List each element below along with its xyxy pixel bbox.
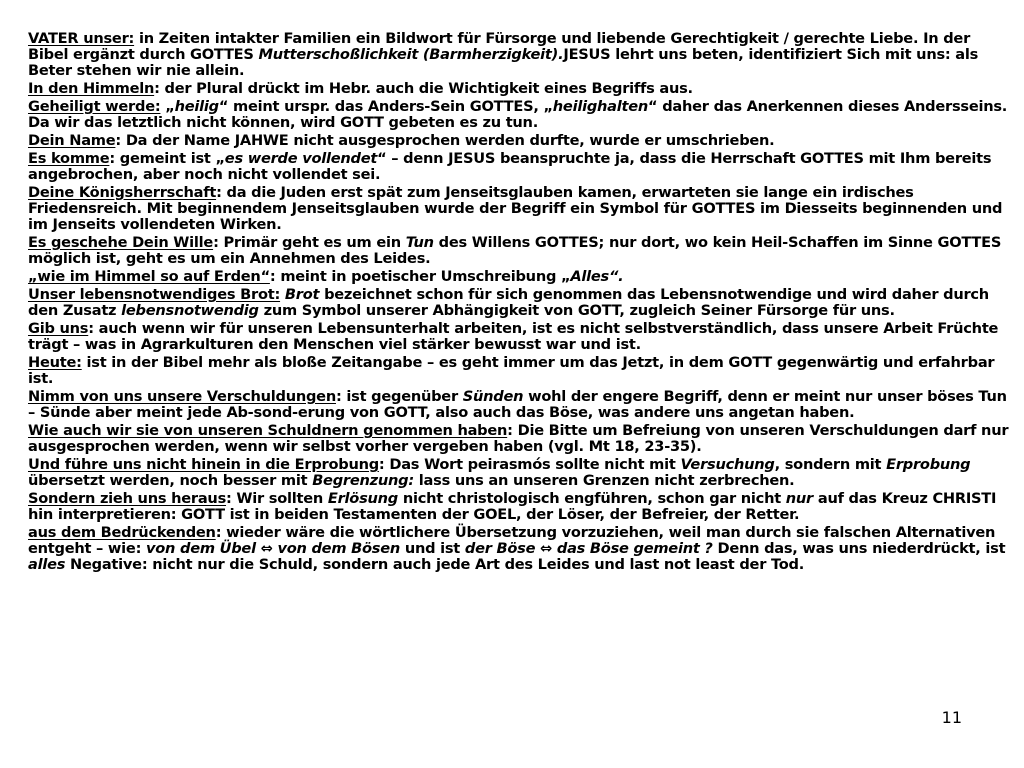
emphasis-text: Erlösung — [327, 490, 398, 507]
paragraph-term: In den Himmeln — [28, 80, 155, 97]
paragraph-term: Und führe uns nicht hinein in die Erprobung — [28, 456, 379, 473]
paragraph-text: übersetzt werden, noch besser mit — [28, 472, 313, 489]
paragraph-text: : da die Juden erst spät zum Jenseitsglauben kamen, erwarteten sie lange ein irdisches Friedensreich. Mit beginnendem Jenseitsglauben wurde der Begriff ein Symbol für GOTTES im Diesseits beginnenden und im Jenseits vollendeten Wirken. — [28, 184, 1003, 233]
paragraph-text: bezeichnet schon für sich genommen das Lebensnotwendige und wird daher durch den Zusatz — [28, 286, 989, 319]
paragraph-text: auf das Kreuz CHRISTI hin interpretieren: GOTT ist in beiden Testamenten der GOEL, der Löser, der Befreier, der Retter. — [28, 490, 997, 523]
paragraph — [28, 423, 1012, 455]
paragraph-term: Geheiligt werde: — [28, 98, 161, 115]
emphasis-text: es werde vollendet — [224, 150, 378, 167]
paragraph-text: : Das Wort peirasmós sollte nicht mit — [378, 456, 681, 473]
paragraph — [28, 185, 1012, 233]
paragraph — [28, 457, 1012, 489]
paragraph-term: Unser lebensnotwendiges Brot: — [28, 286, 281, 303]
paragraph-term: aus dem Bedrückenden — [28, 524, 216, 541]
paragraph-text: : der Plural drückt im Hebr. auch die Wichtigkeit eines Begriffs aus. — [154, 80, 693, 97]
paragraph-term: Sondern zieh uns heraus — [28, 490, 227, 507]
emphasis-text: der Böse ⇔ das Böse gemeint ? — [464, 540, 713, 557]
paragraph-text: JESUS lehrt uns beten, identifiziert Sich mit uns: als Beter stehen wir nie allein. — [28, 46, 979, 79]
emphasis-text: Begrenzung: — [312, 472, 414, 489]
paragraph — [28, 287, 1012, 319]
paragraph-term: „wie im Himmel so auf Erden“ — [28, 268, 270, 285]
paragraph-term: Dein Name — [28, 132, 116, 149]
paragraph-term: Wie auch wir sie von unseren Schuldnern genommen haben — [28, 422, 508, 439]
paragraph-text: Denn das, was uns niederdrückt, ist — [712, 540, 1006, 557]
text-body — [28, 31, 1012, 575]
paragraph-text: : meint in poetischer Umschreibung „ — [269, 268, 571, 285]
paragraph — [28, 81, 1012, 97]
emphasis-text: Alles“. — [570, 268, 624, 285]
paragraph-text: Negative: nicht nur die Schuld, sondern auch jede Art des Leides und last not least der Tod. — [65, 556, 805, 573]
emphasis-text: Tun — [405, 234, 434, 251]
paragraph-term: Es komme — [28, 150, 110, 167]
paragraph-text: ist in der Bibel mehr als bloße Zeitangabe – es geht immer um das Jetzt, in dem GOTT gegenwärtig und erfahrbar ist. — [28, 354, 995, 387]
emphasis-text: alles — [28, 556, 66, 573]
emphasis-text: lebensnotwendig — [121, 302, 259, 319]
paragraph — [28, 235, 1012, 267]
paragraph — [28, 151, 1012, 183]
paragraph — [28, 355, 1012, 387]
emphasis-text: Versuchung — [680, 456, 775, 473]
paragraph — [28, 99, 1012, 131]
paragraph-text: , sondern mit — [774, 456, 887, 473]
emphasis-text: von dem Übel ⇔ von dem Bösen — [145, 540, 400, 557]
page-number: 11 — [941, 708, 962, 727]
paragraph-term: Gib uns — [28, 320, 89, 337]
paragraph-text: „ — [160, 98, 175, 115]
paragraph-text: : Da der Name JAHWE nicht ausgesprochen werden durfte, wurde er umschrieben. — [115, 132, 775, 149]
paragraph — [28, 269, 1012, 285]
paragraph-text: wohl der engere Begriff, denn er meint nur unser böses Tun – Sünde aber meint jede Ab-sond-erung von GOTT, also auch das Böse, was andere uns angetan haben. — [28, 388, 1007, 421]
paragraph-text: “ – denn JESUS beanspruchte ja, dass die Herrschaft GOTTES mit Ihm bereits angebrochen, aber noch nicht vollendet sei. — [28, 150, 992, 183]
emphasis-text: nur — [785, 490, 814, 507]
paragraph-term: VATER unser: — [28, 30, 135, 47]
paragraph-term: Heute: — [28, 354, 82, 371]
paragraph-text: lass uns an unseren Grenzen nicht zerbrechen. — [413, 472, 795, 489]
paragraph-text: : Primär geht es um ein — [213, 234, 406, 251]
paragraph-term: Nimm von uns unsere Verschuldungen — [28, 388, 336, 405]
paragraph — [28, 31, 1012, 79]
paragraph-text: : Die Bitte um Befreiung von unseren Verschuldungen darf nur ausgesprochen werden, wenn wir selbst vorher vergeben haben (vgl. Mt 18, 23-35). — [28, 422, 1009, 455]
paragraph-text: “ meint urspr. das Anders-Sein GOTTES, „ — [218, 98, 553, 115]
paragraph-text: : auch wenn wir für unseren Lebensunterhalt arbeiten, ist es nicht selbstverständlich, dass unsere Arbeit Früchte trägt – was in Agrarkulturen den Menschen viel stärker bewusst war und ist. — [28, 320, 999, 353]
paragraph-text: “ daher das Anerkennen dieses Andersseins. Da wir das letztlich nicht können, wird GOTT gebeten es zu tun. — [28, 98, 1008, 131]
paragraph-text: und ist — [399, 540, 465, 557]
paragraph — [28, 321, 1012, 353]
emphasis-text: heilig — [174, 98, 219, 115]
emphasis-text: Sünden — [462, 388, 524, 405]
emphasis-text: Mutterschoßlichkeit (Barmherzigkeit). — [258, 46, 564, 63]
paragraph-text: in Zeiten intakter Familien ein Bildwort für Fürsorge und liebende Gerechtigkeit / gerechte Liebe. In der Bibel ergänzt durch GOTTES — [28, 30, 971, 63]
paragraph-text: nicht christologisch engführen, schon gar nicht — [397, 490, 786, 507]
paragraph-text: : ist gegenüber — [335, 388, 463, 405]
paragraph-text: : wieder wäre die wörtlichere Übersetzung vorzuziehen, weil man durch sie falschen Alternativen entgeht – wie: — [28, 524, 996, 557]
paragraph — [28, 389, 1012, 421]
paragraph-text: zum Symbol unserer Abhängigkeit von GOTT, zugleich Seiner Fürsorge für uns. — [258, 302, 895, 319]
paragraph-term: Es geschehe Dein Wille — [28, 234, 214, 251]
paragraph — [28, 525, 1012, 573]
paragraph-text: : Wir sollten — [226, 490, 328, 507]
paragraph — [28, 133, 1012, 149]
paragraph-term: Deine Königsherrschaft — [28, 184, 217, 201]
emphasis-text: heilighalten — [552, 98, 649, 115]
paragraph — [28, 491, 1012, 523]
paragraph-text: des Willens GOTTES; nur dort, wo kein Heil-Schaffen im Sinne GOTTES möglich ist, geht es um ein Annehmen des Leides. — [28, 234, 1002, 267]
emphasis-text: Erprobung — [886, 456, 971, 473]
emphasis-text: Brot — [284, 286, 320, 303]
paragraph-text: : gemeint ist „ — [109, 150, 225, 167]
